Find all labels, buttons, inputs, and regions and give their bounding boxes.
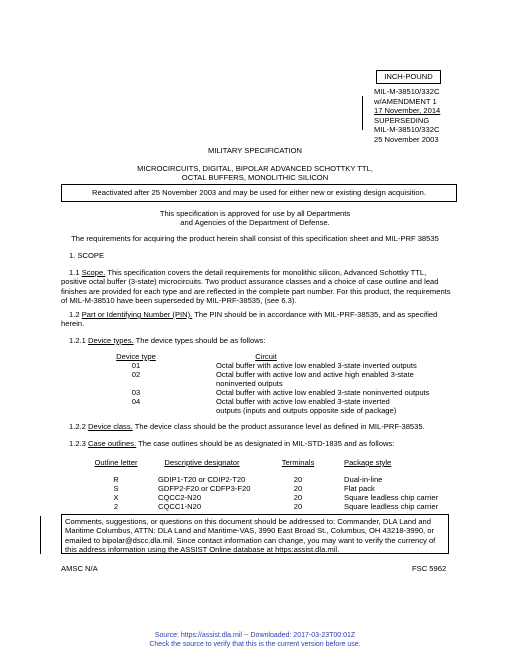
device-type-cell: 01 [131,361,141,370]
designator-cell: CQCC1-N20 [158,502,202,511]
title-line-2: OCTAL BUFFERS, MONOLITHIC SILICON [181,173,329,182]
designator-cell: CQCC2-N20 [158,493,202,502]
terminals-cell: 20 [293,484,303,493]
paragraph-title: Case outlines. [88,439,137,448]
comments-change-bar [40,516,41,554]
title-line-1: MICROCIRCUITS, DIGITAL, BIPOLAR ADVANCED SCHOTTKY TTL, [137,164,373,173]
circuit-header: Circuit [255,352,277,361]
source-note [0,631,510,649]
comments-box [61,514,449,554]
paragraph-number: 1.2.3 [69,439,86,448]
paragraph-number: 1.1 [69,268,80,277]
device-type-cell: 04 [131,397,141,406]
package-style-cell: Square leadless chip carrier [344,493,439,502]
designator-header: Descriptive designator [164,458,240,467]
paragraph-number: 1.2.2 [69,422,86,431]
device-type-header: Device type [116,352,156,361]
device-type-cell: 03 [131,388,141,397]
change-bar [362,96,363,130]
fsc-label: FSC 5962 [412,564,447,573]
device-type-cell: 02 [131,370,141,379]
source-line-1[interactable]: Source: https://assist.dla.mil -- Downloaded: 2017-03-23T00:01Z [154,632,356,639]
paragraph-1-1 [61,268,453,306]
paragraph-1-2 [61,310,453,329]
paragraph-1-2-2 [69,422,459,431]
package-style-cell: Dual-in-line [344,475,383,484]
paragraph-title: Device types. [88,336,134,345]
designator-cell: GDIP1-T20 or CDIP2-T20 [158,475,246,484]
spec-type: MILITARY SPECIFICATION [208,146,302,155]
approval-line-1: This specification is approved for use by all Departments [159,209,351,218]
circuit-cell: Octal buffer with active low enabled 3-state inverted outputs (inputs and outputs opposite side of package) [216,397,397,416]
approval-line-2: and Agencies of the Department of Defense. [180,218,330,227]
paragraph-text: The PIN should be in accordance with MIL-PRF-38535, and as specified herein. [61,310,438,329]
outline-letter-cell: 2 [113,502,119,511]
paragraph-title: Scope. [81,268,106,277]
paragraph-1-2-3 [69,439,459,448]
terminals-header: Terminals [281,458,315,467]
designator-cell: GDFP2-F20 or CDFP3-F20 [158,484,251,493]
superseding-label: SUPERSEDING [374,115,430,125]
paragraph-text: The case outlines should be as designated in MIL-STD-1835 and as follows: [136,439,395,448]
scope-heading: 1. SCOPE [69,251,105,260]
paragraph-text: This specification covers the detail requirements for monolithic silicon, Advanced Schottky TTL, positive octal buffer (3-state) microcircuits. Two product assurance classes and a choice of case outline and lead finishes are provided for each type and are reflected in the complete part number. For this product, the requirements of MIL-M-38510 have been superseded by MIL-PRF-38535, (see 6.3). [61,268,451,306]
amsc-label: AMSC N/A [61,564,98,573]
source-line-2: Check the source to verify that this is the current version before use. [149,641,361,649]
outline-letter-cell: X [113,493,119,502]
reactivation-notice: Reactivated after 25 November 2003 and may be used for either new or existing design acquisition. [61,184,457,202]
outline-letter-cell: R [113,475,119,484]
doc-number-block [374,87,484,145]
doc-number: MIL-M-38510/332C [374,87,440,96]
inch-pound-badge: INCH-POUND [376,70,441,84]
circuit-cell: Octal buffer with active low and active high enabled 3-state noninverted outputs [216,370,414,389]
paragraph-number: 1.2.1 [69,336,86,345]
comments-text: Comments, suggestions, or questions on this document should be addressed to: Commander, DLA Land and Maritime Columbus, ATTN: DLA Land and Maritime-VAS, 3990 East Broad St., Columbus, OH 43218-3990, or emailed to bipolar@dscc.dla.mil. Since contact information can change, you may want to verify the currency of this address information using the ASSIST Online database at [65,517,436,554]
comments-end: . [337,544,340,554]
package-style-header: Package style [344,458,392,467]
terminals-cell: 20 [293,493,303,502]
outline-letter-header: Outline letter [94,458,138,467]
package-style-cell: Flat pack [344,484,375,493]
amendment-date: 17 November, 2014 [374,106,441,116]
package-style-cell: Square leadless chip carrier [344,502,439,511]
paragraph-number: 1.2 [69,310,80,319]
paragraph-text: The device types should be as follows: [133,336,266,345]
terminals-cell: 20 [293,502,303,511]
terminals-cell: 20 [293,475,303,484]
circuit-cell: Octal buffer with active low enabled 3-state inverted outputs [216,361,417,370]
amendment: w/AMENDMENT 1 [374,96,437,106]
superseded-doc: MIL-M-38510/332C [374,125,440,135]
paragraph-text: The device class should be the product assurance level as defined in MIL-PRF-38535. [132,422,425,431]
circuit-cell: Octal buffer with active low enabled 3-state noninverted outputs [216,388,430,397]
paragraph-title: Device class. [88,422,133,431]
superseded-date: 25 November 2003 [374,134,439,144]
paragraph-title: Part or Identifying Number (PIN). [81,310,193,319]
assist-link[interactable]: https:assist.dla.mil [275,544,338,554]
paragraph-1-2-1 [69,336,453,345]
requirements-statement: The requirements for acquiring the product herein shall consist of this specification sheet and MIL-PRF 38535 [71,234,439,243]
outline-letter-cell: S [113,484,119,493]
